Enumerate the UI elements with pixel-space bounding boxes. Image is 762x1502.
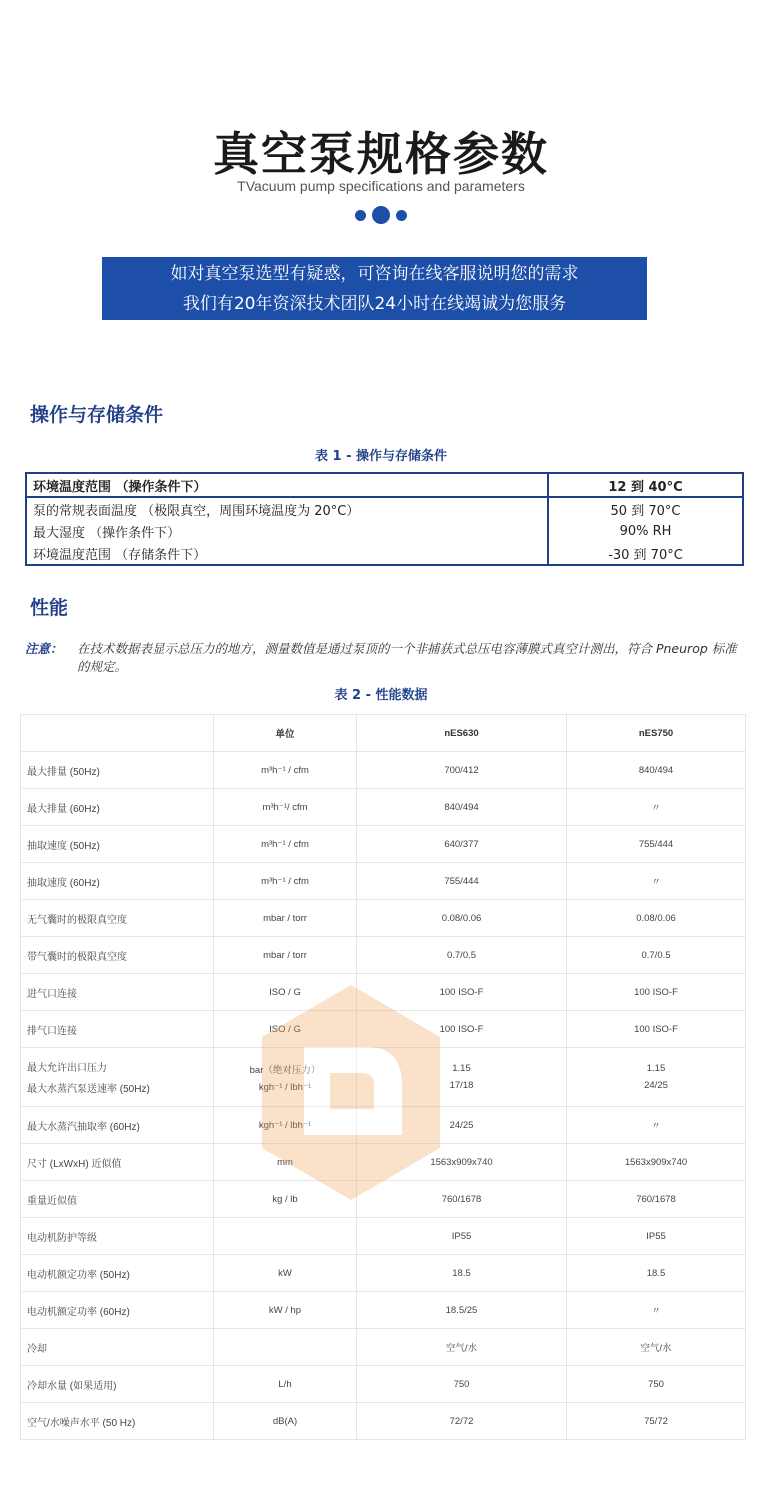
table-row <box>21 1048 746 1107</box>
row-label: 进气口连接 <box>21 974 214 1011</box>
row-unit: m³h⁻¹ / cfm <box>214 826 357 863</box>
table-row <box>21 1403 746 1440</box>
row-value: 0.7/0.5 <box>357 937 567 974</box>
table-row <box>21 752 746 789</box>
table-row <box>21 1366 746 1403</box>
row-unit: dB(A) <box>214 1403 357 1440</box>
condition-label: 环境温度范围 （存储条件下） <box>26 542 548 565</box>
row-unit: kgh⁻¹ / lbh⁻¹ <box>214 1107 357 1144</box>
row-value: 〃 <box>567 789 746 826</box>
table-row <box>21 1329 746 1366</box>
row-value: 755/444 <box>357 863 567 900</box>
performance-table <box>20 714 746 1440</box>
row-value: 18.5/25 <box>357 1292 567 1329</box>
condition-value: 90% RH <box>619 523 672 539</box>
row-label: 电动机防护等级 <box>21 1218 214 1255</box>
row-value-a <box>357 1048 567 1107</box>
table-row <box>21 1255 746 1292</box>
row-label: 最大水蒸汽抽取率 (60Hz) <box>21 1107 214 1144</box>
row-value: 1563x909x740 <box>567 1144 746 1181</box>
note-label: 注意： <box>25 641 63 656</box>
row-value: 640/377 <box>357 826 567 863</box>
row-unit: m³h⁻¹ / cfm <box>214 752 357 789</box>
table-row <box>26 473 743 497</box>
section-heading-conditions: 操作与存储条件 <box>30 404 164 426</box>
row-label: 尺寸 (LxWxH) 近似值 <box>21 1144 214 1181</box>
table-row <box>21 1292 746 1329</box>
row-label: 冷却 <box>21 1329 214 1366</box>
row-value: 75/72 <box>567 1403 746 1440</box>
table-row <box>21 1011 746 1048</box>
row-value: 〃 <box>567 1292 746 1329</box>
row-value: 700/412 <box>357 752 567 789</box>
row-label: 空气/水噪声水平 (50 Hz) <box>21 1403 214 1440</box>
row-value: 空气/水 <box>567 1329 746 1366</box>
table-row <box>21 826 746 863</box>
decorative-dots <box>0 206 762 224</box>
table-header-row <box>21 715 746 752</box>
row-unit: ISO / G <box>214 1011 357 1048</box>
row-label: 重量近似值 <box>21 1181 214 1218</box>
row-label: 冷却水量 (如果适用) <box>21 1366 214 1403</box>
row-unit-line: kgh⁻¹ / lbh⁻¹ <box>258 1081 312 1093</box>
row-value: 18.5 <box>567 1255 746 1292</box>
row-value: 755/444 <box>567 826 746 863</box>
row-label <box>21 1048 214 1107</box>
row-value-line: 24/25 <box>644 1080 668 1091</box>
row-unit <box>214 1048 357 1107</box>
row-value: 〃 <box>567 1107 746 1144</box>
condition-label: 环境温度范围 （操作条件下） <box>26 473 548 497</box>
row-unit: ISO / G <box>214 974 357 1011</box>
row-label: 电动机额定功率 (50Hz) <box>21 1255 214 1292</box>
row-label: 抽取速度 (50Hz) <box>21 826 214 863</box>
row-label: 电动机额定功率 (60Hz) <box>21 1292 214 1329</box>
row-unit <box>214 1218 357 1255</box>
note-text: 在技术数据表显示总压力的地方，测量数值是通过泵顶的一个非捕获式总压电容薄膜式真空计测出，符合 Pneurop 标准的规定。 <box>77 641 737 674</box>
row-unit: mbar / torr <box>214 937 357 974</box>
table-row <box>21 1107 746 1144</box>
row-value: 空气/水 <box>357 1329 567 1366</box>
row-value: IP55 <box>567 1218 746 1255</box>
header-cell <box>21 715 214 752</box>
banner-line-1: 如对真空泵选型有疑惑，可咨询在线客服说明您的需求 <box>170 264 579 284</box>
row-label: 最大排量 (60Hz) <box>21 789 214 826</box>
row-unit: mm <box>214 1144 357 1181</box>
condition-value: 50 到 70°C <box>610 503 681 519</box>
row-value: 100 ISO-F <box>567 974 746 1011</box>
banner-line-2: 我们有20年资深技术团队24小时在线竭诚为您服务 <box>182 294 567 314</box>
row-value: IP55 <box>357 1218 567 1255</box>
table1-caption: 表 1 - 操作与存储条件 <box>314 449 448 464</box>
page-title: 真空泵规格参数 <box>213 127 549 181</box>
section-heading-performance: 性能 <box>30 597 69 619</box>
row-value: 0.08/0.06 <box>567 900 746 937</box>
row-value: 840/494 <box>567 752 746 789</box>
row-value-line: 1.15 <box>452 1063 471 1074</box>
table-row <box>21 789 746 826</box>
table-row <box>21 1144 746 1181</box>
row-value-line: 17/18 <box>449 1080 474 1091</box>
dot-icon <box>355 210 366 221</box>
table-row <box>26 542 743 565</box>
row-unit: mbar / torr <box>214 900 357 937</box>
row-value: 100 ISO-F <box>357 1011 567 1048</box>
row-value-b <box>567 1048 746 1107</box>
table-row <box>26 497 743 520</box>
row-value: 0.7/0.5 <box>567 937 746 974</box>
dot-icon <box>372 206 390 224</box>
row-unit-line: bar（绝对压力） <box>249 1064 321 1076</box>
page-subtitle: TVacuum pump specifications and parameters <box>237 178 525 194</box>
header-cell-model-b: nES750 <box>567 715 746 752</box>
table-row <box>21 863 746 900</box>
table-row <box>21 974 746 1011</box>
table2-caption: 表 2 - 性能数据 <box>334 688 428 703</box>
row-unit: m³h⁻¹ / cfm <box>214 863 357 900</box>
performance-note <box>25 640 740 674</box>
table-row <box>21 1181 746 1218</box>
header-cell-model-a: nES630 <box>357 715 567 752</box>
row-value-line: 1.15 <box>646 1063 666 1074</box>
row-label: 最大排量 (50Hz) <box>21 752 214 789</box>
row-unit: kW / hp <box>214 1292 357 1329</box>
row-value: 0.08/0.06 <box>357 900 567 937</box>
table-row <box>21 900 746 937</box>
row-label-line: 最大水蒸汽泵送速率 (50Hz) <box>27 1084 150 1095</box>
row-value: 750 <box>357 1366 567 1403</box>
row-value: 840/494 <box>357 789 567 826</box>
condition-label: 泵的常规表面温度 （极限真空，周围环境温度为 20°C） <box>26 497 548 520</box>
row-value: 72/72 <box>357 1403 567 1440</box>
row-value: 24/25 <box>357 1107 567 1144</box>
row-value: 750 <box>567 1366 746 1403</box>
table-row <box>26 520 743 542</box>
row-unit: L/h <box>214 1366 357 1403</box>
row-value: 100 ISO-F <box>357 974 567 1011</box>
condition-value: 12 到 40°C <box>548 473 743 497</box>
conditions-table <box>25 472 744 566</box>
row-unit <box>214 1329 357 1366</box>
row-value: 100 ISO-F <box>567 1011 746 1048</box>
row-label-line: 最大允许出口压力 <box>27 1063 107 1074</box>
row-unit: kW <box>214 1255 357 1292</box>
table-row <box>21 1218 746 1255</box>
table-row <box>21 937 746 974</box>
row-label: 无气囊时的极限真空度 <box>21 900 214 937</box>
condition-label: 最大湿度 （操作条件下） <box>26 520 548 542</box>
row-value: 760/1678 <box>567 1181 746 1218</box>
row-value: 18.5 <box>357 1255 567 1292</box>
row-value: 760/1678 <box>357 1181 567 1218</box>
row-label: 抽取速度 (60Hz) <box>21 863 214 900</box>
consult-banner <box>102 257 647 320</box>
row-unit: kg / lb <box>214 1181 357 1218</box>
row-label: 带气囊时的极限真空度 <box>21 937 214 974</box>
row-value: 1563x909x740 <box>357 1144 567 1181</box>
row-unit: m³h⁻¹/ cfm <box>214 789 357 826</box>
header-cell-unit: 单位 <box>214 715 357 752</box>
dot-icon <box>396 210 407 221</box>
condition-value: -30 到 70°C <box>608 547 683 563</box>
row-value: 〃 <box>567 863 746 900</box>
row-label: 排气口连接 <box>21 1011 214 1048</box>
